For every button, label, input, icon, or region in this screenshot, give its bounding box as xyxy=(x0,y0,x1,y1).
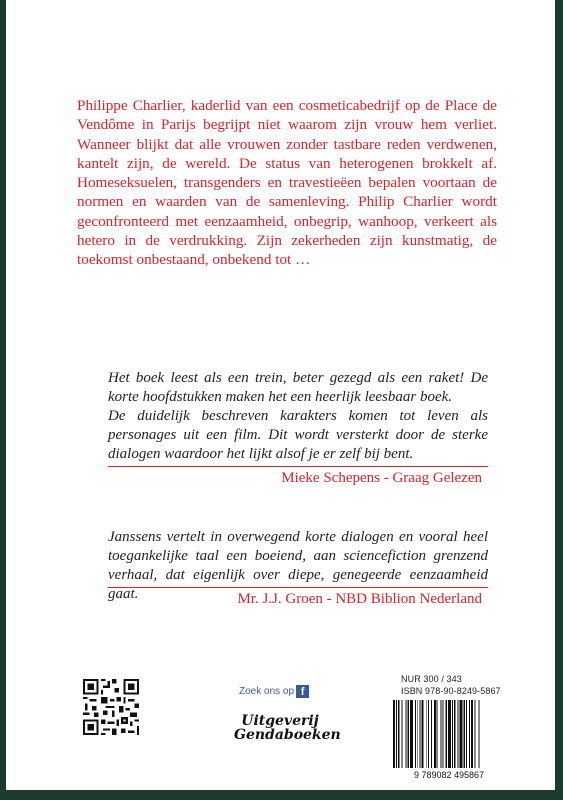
publisher-logo xyxy=(234,713,341,743)
publisher-line-2: Gendaboeken xyxy=(234,727,341,743)
facebook-badge[interactable] xyxy=(239,683,309,699)
blurb-text: Philippe Charlier, kaderlid van een cosmeticabedrijf op de Place de Vendôme in Parijs begrijpt niet waarom zijn vrouw hem verliet. Wanneer blijkt dat alle vrouwen zonder tastbare reden verdwenen, kantelt zijn, de wereld. De status van heterogenen brokkelt af. Homeseksuelen, transgenders en travestieëen bepalen voortaan de normen en waarden van de samenleving. Philip Charlier wordt geconfronteerd met eenzaamheid, onbegrip, wanhoop, verkeert als hetero in de verdrukking. Zijn zekerheden zijn kunstmatig, de toekomst onbestaand, onbekend tot … xyxy=(77,97,497,269)
nur-code: NUR 300 / 343 xyxy=(401,674,462,684)
review-1-divider xyxy=(108,466,488,467)
isbn-barcode xyxy=(389,700,509,780)
review-quote-1 xyxy=(108,369,488,464)
review-1-credit: Mieke Schepens - Graag Gelezen xyxy=(281,470,482,486)
isbn-number: ISBN 978-90-8249-5867 xyxy=(401,686,501,696)
publisher-line-1: Uitgeverij xyxy=(241,713,319,729)
review-2-divider xyxy=(108,587,488,588)
back-cover xyxy=(6,0,555,790)
review-2-credit: Mr. J.J. Groen - NBD Biblion Nederland xyxy=(237,591,482,607)
review-2-paragraph-1: Janssens vertelt in overwegend korte dialogen en vooral heel toegankelijke taal een boeiend, aan sciencefiction grenzend verhaal, dat eigenlijk over diepe, genegeerde eenzaamheid gaat. xyxy=(108,529,488,602)
barcode-digits: 9 789082 495867 xyxy=(413,770,485,780)
review-1-paragraph-2: De duidelijk beschreven karakters komen tot leven als personages uit een film. Dit wordt versterkt door de sterke dialogen waardoor het lijkt alsof je er zelf bij bent. xyxy=(108,408,488,462)
qr-code xyxy=(83,679,139,735)
facebook-icon: f xyxy=(296,685,309,698)
review-1-paragraph-1: Het boek leest als een trein, beter gezegd als een raket! De korte hoofdstukken maken het een heerlijk leesbaar boek. xyxy=(108,370,488,405)
facebook-label: Zoek ons op xyxy=(239,685,295,697)
